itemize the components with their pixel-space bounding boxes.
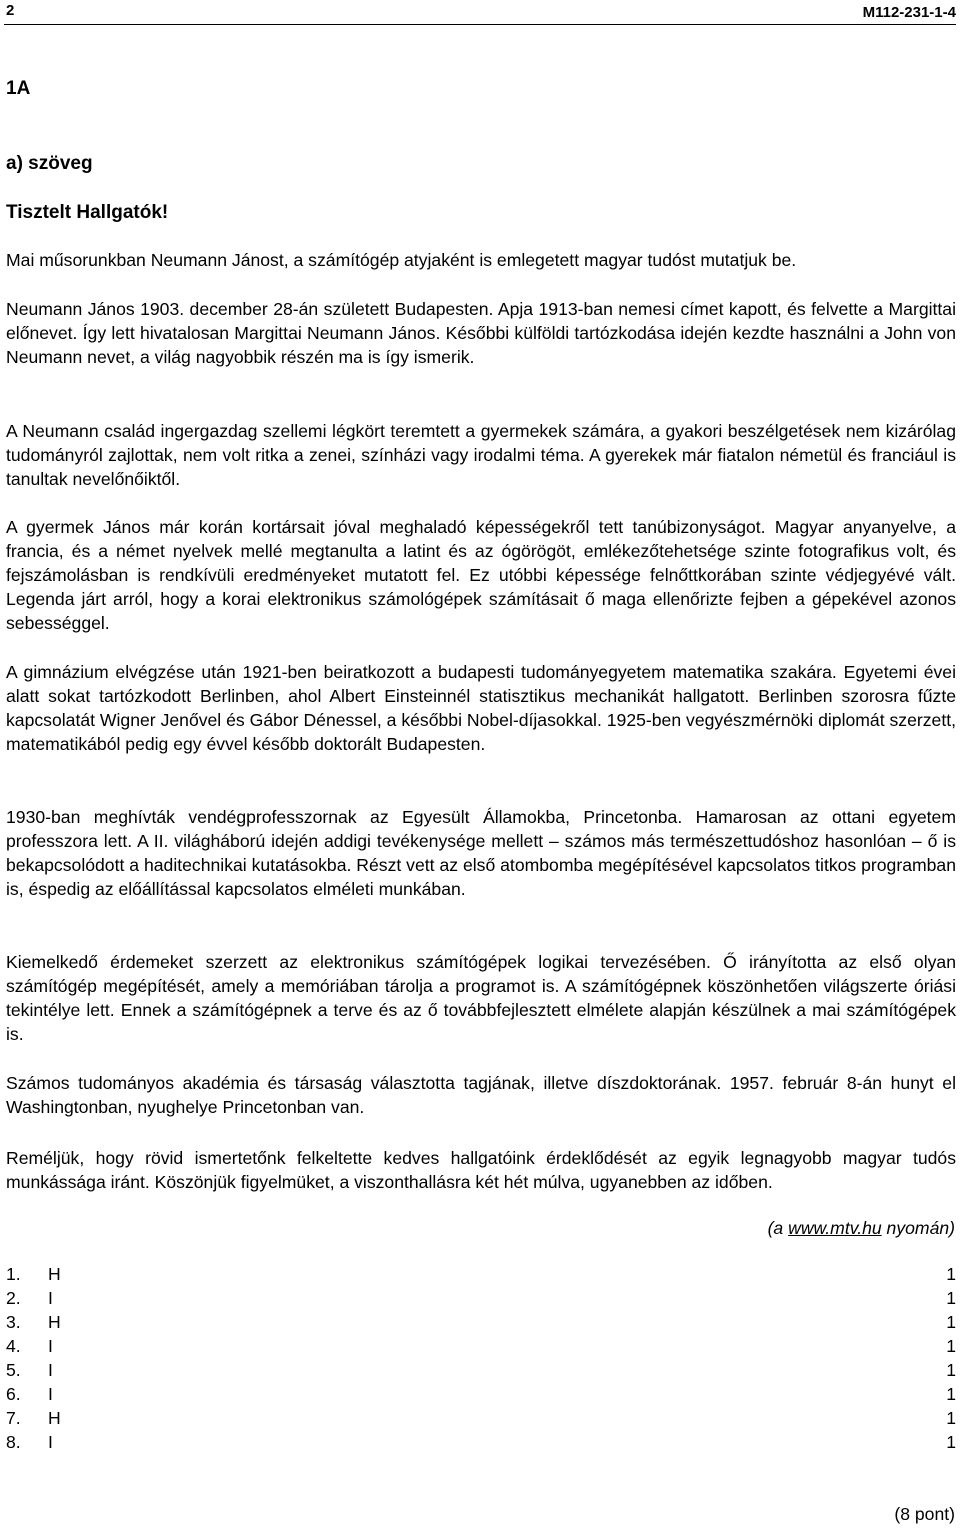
paragraph-intro: Mai műsorunkban Neumann Jánost, a számítógép atyjaként is emlegetett magyar tudóst mutatjuk be. [6,250,797,270]
answer-row: 4. I 1 [6,1336,956,1356]
answer-row: 8. I 1 [6,1432,956,1452]
total-points: (8 pont) [894,1504,955,1524]
source-link[interactable]: www.mtv.hu [788,1218,882,1238]
answer-row: 2. I 1 [6,1288,956,1308]
paragraph-birth: Neumann János 1903. december 28-án született Budapesten. Apja 1913-ban nemesi címet kapott, és felvette a Margittai előnevet. Így lett hivatalosan Margittai Neumann János. Későbbi külföldi tartózkodása idején kezdte használni a John von Neumann nevet, a világ nagyobbik részén ma is így ismerik. [6,299,956,367]
paragraph-honors: Számos tudományos akadémia és társaság választotta tagjának, illetve díszdoktorának. 1957. február 8-án hunyt el Washingtonban, nyughelye Princetonban van. [6,1073,956,1117]
section-heading: 1A [6,78,31,99]
page-header [4,0,956,25]
paragraph-computer: Kiemelkedő érdemeket szerzett az elektronikus számítógépek logikai tervezésében. Ő irányította az első olyan számítógép megépítését, amely a memóriában tárolja a programot is. A számítógépnek köszönhetően világszerte óriási tekintélye lett. Ennek a számítógépnek a terve és az ő továbbfejlesztett elmélete alapján készülnek a mai számítógépek is. [6,952,956,1044]
answer-row: 1. H 1 [6,1264,956,1284]
answer-row: 5. I 1 [6,1360,956,1380]
paragraph-university: A gimnázium elvégzése után 1921-ben beiratkozott a budapesti tudományegyetem matematika szakára. Egyetemi évei alatt sokat tartózkodott Berlinben, ahol Albert Einsteinnél statisztikus mechanikát hallgatott. Berlinben szorosra fűzte kapcsolatát Wigner Jenővel és Gábor Dénessel, a későbbi Nobel-díjasokkal. 1925-ben vegyészmérnöki diplomát szerzett, matematikából pedig egy évvel később doktorált Budapesten. [6,662,956,754]
answer-row: 3. H 1 [6,1312,956,1332]
paragraph-childhood: A gyermek János már korán kortársait jóval meghaladó képességekről tett tanúbizonyságot. Magyar anyanyelve, a francia, és a német nyelvek mellé megtanulta a latint és az ógörögöt, emlékezőtehetsége szinte fotografikus volt, és fejszámolásban is rendkívüli eredményeket mutatott fel. Ez utóbbi képessége felnőttkorában szinte védjegyévé vált. Legenda járt arról, hogy a korai elektronikus számológépek számításait ő maga ellenőrizte fejben a gépekével azonos sebességgel. [6,517,956,633]
greeting: Tisztelt Hallgatók! [6,202,169,223]
answer-key [6,1262,956,1454]
paragraph-closing: Reméljük, hogy rövid ismertetőnk felkeltette kedves hallgatóink érdeklődését az egyik legnagyobb magyar tudós munkássága iránt. Köszönjük figyelmüket, a viszonthallásra két hét múlva, ugyanebben az időben. [6,1148,956,1192]
subsection-heading: a) szöveg [6,153,93,174]
paragraph-family: A Neumann család ingergazdag szellemi légkört teremtett a gyermekek számára, a gyakori beszélgetések nem kizárólag tudományról zajlottak, nem volt ritka a zenei, színházi vagy irodalmi téma. A gyerekek már fiatalon németül és franciául is tanultak nevelőnőiktől. [6,421,956,489]
exam-code: M112-231-1-4 [862,4,956,21]
answer-row: 7. H 1 [6,1408,956,1428]
answer-row: 6. I 1 [6,1384,956,1404]
source-citation: (a www.mtv.hu nyomán) [767,1218,955,1238]
page-number: 2 [6,2,15,19]
paragraph-princeton: 1930-ban meghívták vendégprofesszornak az Egyesült Államokba, Princetonba. Hamarosan az ottani egyetem professzora lett. A II. világháború idején addigi tevékenysége mellett – számos más természettudóshoz hasonlóan – ő is bekapcsolódott a haditechnikai kutatásokba. Részt vett az első atombomba megépítésével kapcsolatos titkos programban is, éspedig az előállítással kapcsolatos elméleti munkában. [6,807,956,899]
